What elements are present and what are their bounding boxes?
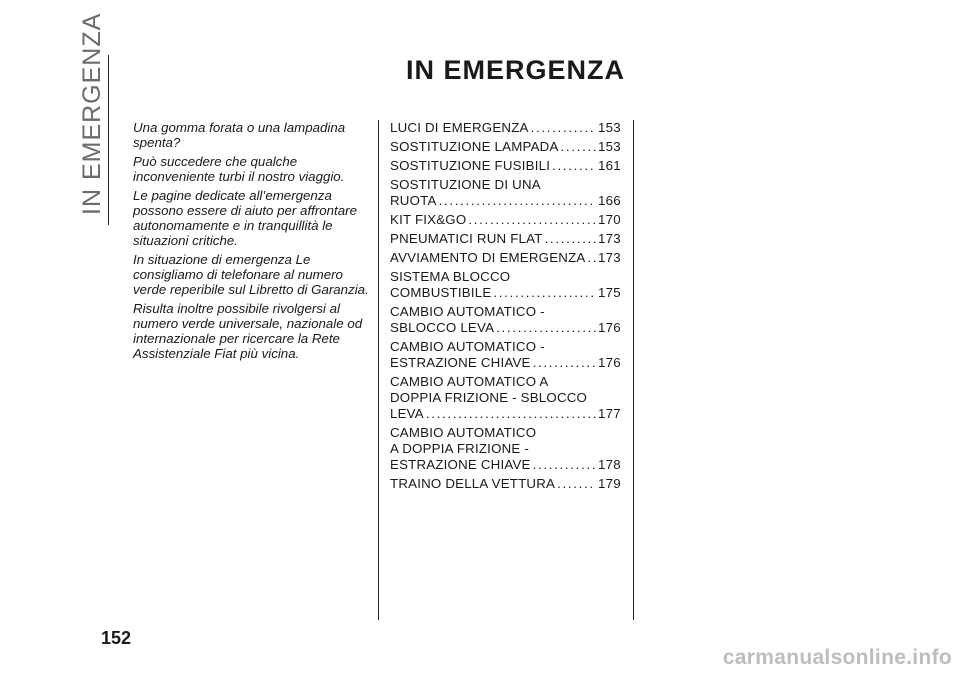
toc-leader-dots [587,250,596,266]
toc-leader-dots [561,139,596,155]
toc-entry[interactable] [390,374,620,422]
toc-entry-line [390,457,620,473]
toc-entry-line [390,158,620,174]
toc-entry[interactable] [390,476,620,492]
toc-entry-line [390,212,620,228]
toc-entry-title: ESTRAZIONE CHIAVE [390,457,531,472]
toc-entry-line [390,476,620,492]
toc-entry[interactable] [390,339,620,371]
toc-entry-line [390,355,620,371]
toc-entry-title: TRAINO DELLA VETTURA [390,476,556,491]
toc-entry-title-line: CAMBIO AUTOMATICO - [390,339,545,354]
toc-page-number: 175 [598,285,621,300]
toc-page-number: 153 [598,120,621,135]
toc-entry[interactable] [390,269,620,301]
toc-entry-line [390,406,620,422]
toc-entry-title-line: CAMBIO AUTOMATICO - [390,304,545,319]
toc-page-number: 173 [598,250,621,265]
toc-leader-dots [545,231,596,247]
toc-leader-dots [493,285,596,301]
toc-entry[interactable] [390,139,620,155]
toc-leader-dots [468,212,596,228]
toc-entry-line [390,320,620,336]
toc-entry-line [390,139,620,155]
toc-leader-dots [533,457,596,473]
toc-entry[interactable] [390,212,620,228]
page-number: 152 [101,628,132,648]
toc-leader-dots [426,406,596,422]
toc-entry-title-line: DOPPIA FRIZIONE - SBLOCCO [390,390,588,405]
watermark-text: carmanualsonline.info [722,646,952,669]
toc-leader-dots [531,120,596,136]
side-divider [108,55,109,225]
column-divider-left [378,120,379,620]
toc-entry-line [390,250,620,266]
toc-entry[interactable] [390,177,620,209]
toc-leader-dots [552,158,596,174]
page-heading: IN EMERGENZA [405,55,625,85]
toc-entry-title-line: CAMBIO AUTOMATICO [390,425,537,440]
toc-entry-title: PNEUMATICI RUN FLAT [390,231,543,246]
toc-page-number: 166 [598,193,621,208]
toc-page-number: 177 [598,406,621,421]
toc-entry-title: LUCI DI EMERGENZA [390,120,529,135]
toc-entry-title: SOSTITUZIONE LAMPADA [390,139,559,154]
toc-entry-title-line: A DOPPIA FRIZIONE - [390,441,530,456]
toc-entry-title: SOSTITUZIONE FUSIBILI [390,158,551,173]
toc-page-number: 179 [598,476,621,491]
intro-paragraph: In situazione di emergenza Le consigliamo di telefonare al numero verde reperibile sul Libretto di Garanzia. [133,252,369,297]
toc-entry-title: RUOTA [390,193,437,208]
intro-text [133,120,371,365]
toc-entry-title: SBLOCCO LEVA [390,320,495,335]
toc-leader-dots [557,476,596,492]
toc-entry-line [390,231,620,247]
toc-entry-title: KIT FIX&GO [390,212,467,227]
toc-entry[interactable] [390,250,620,266]
table-of-contents [390,120,620,495]
toc-entry[interactable] [390,158,620,174]
toc-page-number: 173 [598,231,621,246]
toc-entry-line [390,120,620,136]
toc-page-number: 176 [598,355,621,370]
column-divider-right [633,120,634,620]
toc-entry-title-line: SISTEMA BLOCCO [390,269,511,284]
toc-page-number: 161 [598,158,621,173]
toc-entry[interactable] [390,425,620,473]
intro-paragraph: Può succedere che qualche inconveniente turbi il nostro viaggio. [133,154,345,184]
toc-entry-title: LEVA [390,406,424,421]
toc-entry-title-line: SOSTITUZIONE DI UNA [390,177,541,192]
toc-leader-dots [533,355,596,371]
toc-page-number: 178 [598,457,621,472]
intro-paragraph: Una gomma forata o una lampadina spenta? [133,120,346,150]
toc-page-number: 170 [598,212,621,227]
side-section-title: IN EMERGENZA [78,12,106,215]
toc-leader-dots [439,193,596,209]
toc-entry-title-line: CAMBIO AUTOMATICO A [390,374,549,389]
toc-entry-line [390,193,620,209]
intro-paragraph: Le pagine dedicate all’emergenza possono essere di aiuto per affrontare autonomamente e in tranquillità le situazioni critiche. [133,188,357,248]
intro-paragraph: Risulta inoltre possibile rivolgersi al numero verde universale, nazionale od internazionale per ricercare la Rete Assistenziale Fiat più vicina. [133,301,363,361]
toc-page-number: 153 [598,139,621,154]
toc-entry-title: AVVIAMENTO DI EMERGENZA [390,250,586,265]
toc-entry[interactable] [390,304,620,336]
toc-entry-title: ESTRAZIONE CHIAVE [390,355,531,370]
toc-entry[interactable] [390,231,620,247]
toc-entry[interactable] [390,120,620,136]
toc-entry-line [390,285,620,301]
toc-page-number: 176 [598,320,621,335]
toc-leader-dots [496,320,596,336]
toc-entry-title: COMBUSTIBILE [390,285,492,300]
